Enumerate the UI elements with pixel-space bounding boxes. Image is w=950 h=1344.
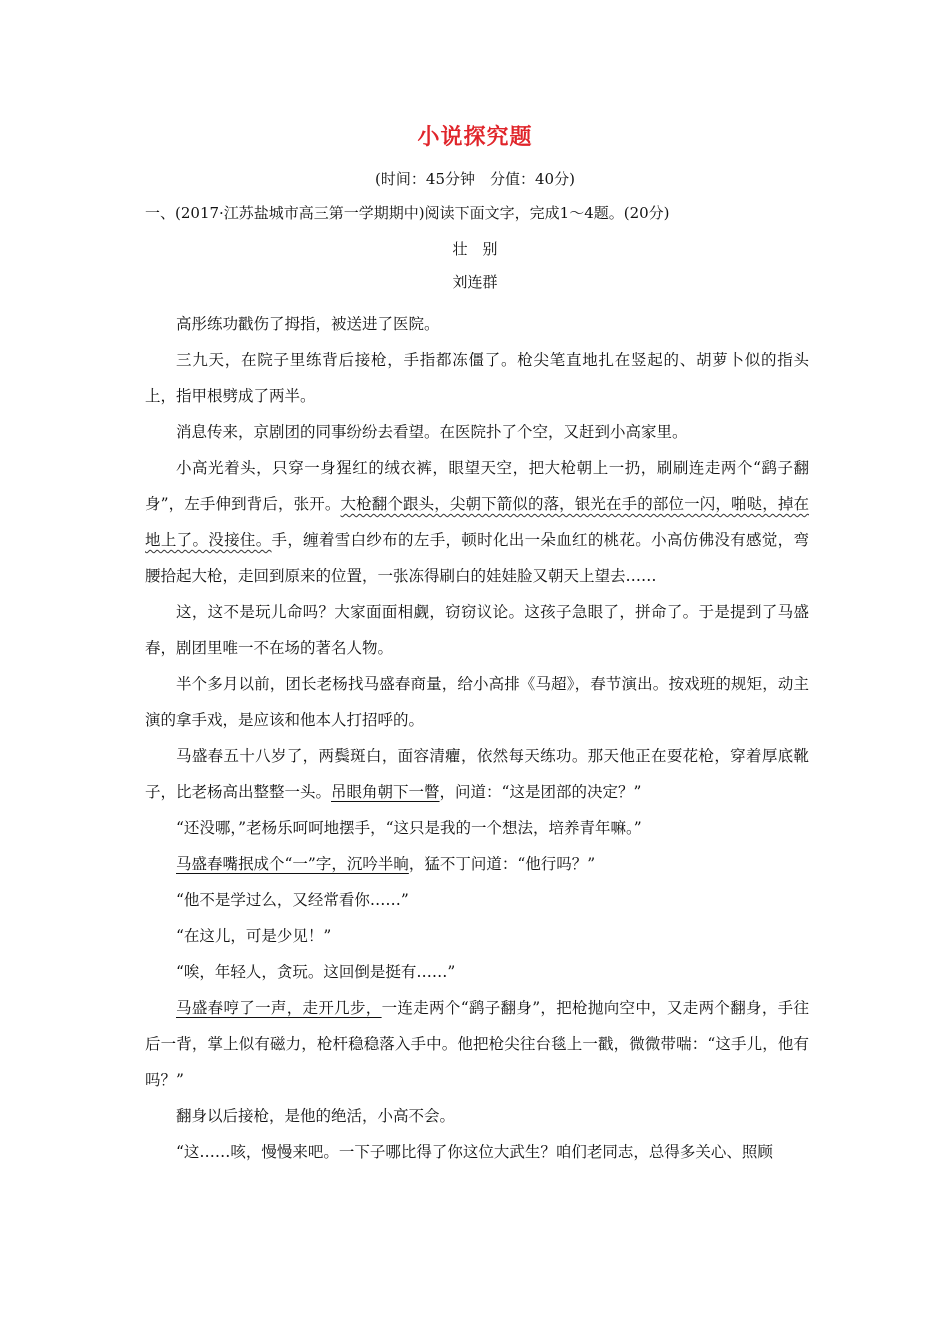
paragraph: 高彤练功戳伤了拇指，被送进了医院。 <box>176 315 440 333</box>
paragraph: “他不是学过么，又经常看你……” <box>176 891 409 909</box>
time-score-info: (时间：45分钟 分值：40分) <box>375 170 575 188</box>
paragraph: 半个多月以前，团长老杨找马盛春商量，给小高排《马超》，春节演出。按戏班的规矩，动主演的拿手戏，是应该和他本人打招呼的。 <box>145 675 809 729</box>
underlined-text: 马盛春哼了一声，走开几步， <box>176 999 382 1017</box>
paragraph <box>145 846 809 882</box>
underlined-text: 马盛春嘴抿成个“一”字，沉吟半晌 <box>176 855 409 873</box>
story-author: 刘连群 <box>452 273 498 291</box>
paragraph: 三九天，在院子里练背后接枪，手指都冻僵了。枪尖笔直地扎在竖起的、胡萝卜似的指头上，指甲根劈成了两半。 <box>145 351 809 405</box>
paragraph <box>145 450 809 594</box>
paragraph: “在这儿，可是少见！” <box>176 927 332 945</box>
paragraph-text: ，问道：“这是团部的决定？” <box>439 783 642 801</box>
paragraph: “这……咳，慢慢来吧。一下子哪比得了你这位大武生？咱们老同志，总得多关心、照顾 <box>176 1143 773 1161</box>
story-title: 壮 别 <box>452 240 498 258</box>
paragraph <box>145 738 809 810</box>
paragraph-text: ，猛不丁问道：“他行吗？” <box>408 855 596 873</box>
paragraph: “唉，年轻人，贪玩。这回倒是挺有……” <box>176 963 456 981</box>
underlined-text: 吊眼角朝下一瞥 <box>331 783 440 801</box>
paragraph-text: 手，缠着雪白纱布的左手，顿时化出一朵血红的桃花。小高仿佛没有感觉，弯腰拾起大枪，走回到原来的位置，一张冻得刷白的娃娃脸又朝天上望去…… <box>145 531 809 585</box>
paragraph: 这，这不是玩儿命吗？大家面面相觑，窃窃议论。这孩子急眼了，拼命了。于是提到了马盛春，剧团里唯一不在场的著名人物。 <box>145 603 809 657</box>
paragraph-text: 小高光着头，只穿一身猩红的绒衣裤，眼望天空，把大枪朝上一扔，刷刷连走两个“鹞子翻身”，左手伸到背后，张开。 <box>145 459 809 513</box>
page-title: 小说探究题 <box>417 124 533 150</box>
paragraph <box>145 990 809 1098</box>
wavy-underlined-text: 大枪翻个跟头，尖朝下箭似的落，银光在手的部位一闪，啪哒，掉在地上了。没接住。 <box>145 495 809 549</box>
paragraph-text: 一连走两个“鹞子翻身”，把枪抛向空中，又走两个翻身，手往后一背，掌上似有磁力，枪杆稳稳落入手中。他把枪尖往台毯上一戳，微微带喘：“这手儿，他有吗？” <box>145 999 809 1089</box>
paragraph-text: 马盛春五十八岁了，两鬓斑白，面容清癯，依然每天练功。那天他正在耍花枪，穿着厚底靴子，比老杨高出整整一头。 <box>145 747 809 801</box>
paragraph: 翻身以后接枪，是他的绝活，小高不会。 <box>176 1107 456 1125</box>
story-body <box>145 306 809 1170</box>
paragraph: “还没哪，”老杨乐呵呵地摆手，“这只是我的一个想法，培养青年嘛。” <box>176 819 642 837</box>
question-header: 一、(2017·江苏盐城市高三第一学期期中)阅读下面文字，完成1～4题。(20分) <box>145 204 670 222</box>
paragraph: 消息传来，京剧团的同事纷纷去看望。在医院扑了个空，又赶到小高家里。 <box>176 423 688 441</box>
